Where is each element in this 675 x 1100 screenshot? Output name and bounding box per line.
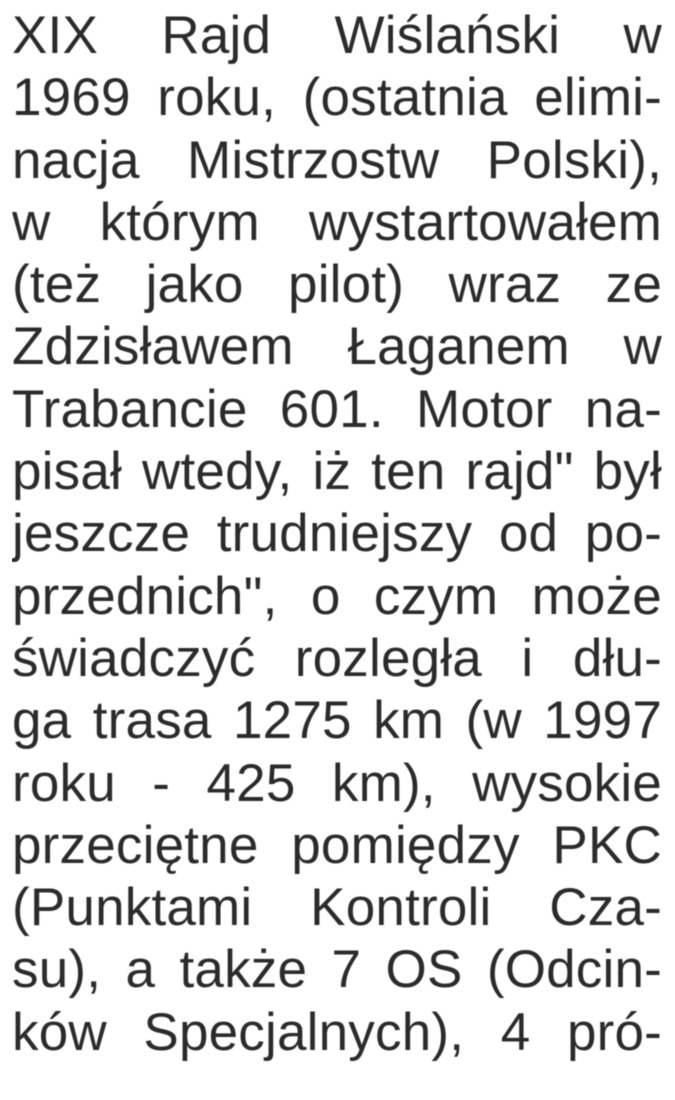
text-line-13: roku - 425 km), wysokie: [12, 753, 662, 813]
text-line-17: ków Specjalnych), 4 pró-: [12, 1002, 662, 1062]
text-line-2: 1969 roku, (ostatnia elimi-: [12, 68, 662, 128]
text-line-5: (też jako pilot) wraz ze: [12, 255, 662, 315]
text-line-12: ga trasa 1275 km (w 1997: [12, 691, 662, 751]
text-line-15: (Punktami Kontroli Cza-: [12, 878, 662, 938]
article-text-column: [12, 0, 662, 1100]
text-line-14: przeciętne pomiędzy PKC: [12, 815, 662, 875]
text-line-6: Zdzisławem Łaganem w: [12, 317, 662, 377]
text-line-11: świadczyć rozległa i dłu-: [12, 628, 662, 688]
text-line-9: jeszcze trudniejszy od po-: [12, 504, 662, 564]
text-line-3: nacja Mistrzostw Polski),: [12, 130, 662, 190]
text-line-10: przednich", o czym może: [12, 566, 662, 626]
text-line-1: XIX Rajd Wiślański w: [12, 6, 662, 65]
text-line-4: w którym wystartowałem: [12, 192, 662, 252]
text-line-16: su), a także 7 OS (Odcin-: [12, 940, 662, 1000]
text-line-7: Trabancie 601. Motor na-: [12, 379, 662, 439]
text-line-8: pisał wtedy, iż ten rajd" był: [12, 442, 662, 502]
